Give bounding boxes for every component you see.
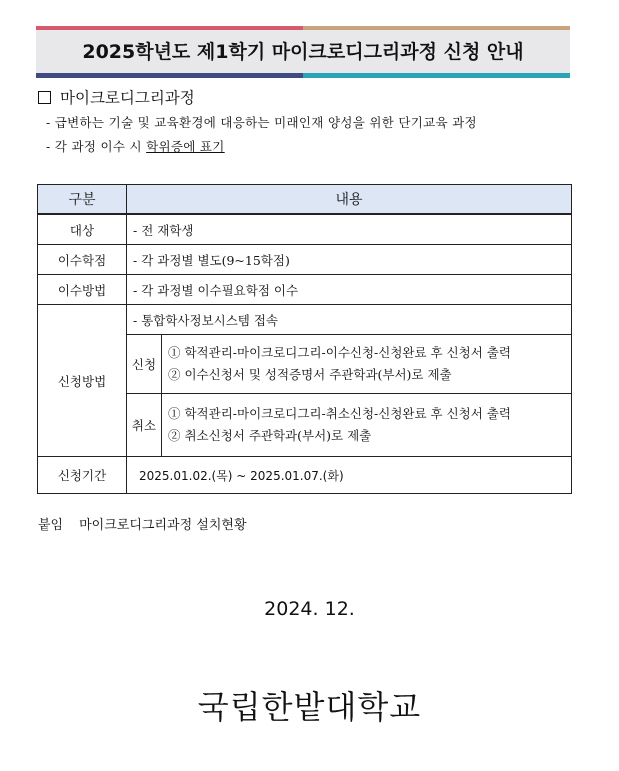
title-accent-top-left	[36, 26, 303, 30]
section-heading-text: 마이크로디그리과정	[60, 89, 195, 107]
table-row	[38, 275, 572, 305]
section-heading	[38, 86, 195, 108]
checkbox-square-icon	[38, 91, 51, 104]
table-header-row	[38, 185, 572, 215]
apply-steps	[162, 335, 572, 394]
document-title: 2025학년도 제1학기 마이크로디그리과정 신청 안내	[82, 41, 524, 63]
bullet-degree-prefix: - 각 과정 이수 시	[46, 139, 147, 154]
row-label-apply: 신청방법	[38, 305, 127, 457]
row-label-method: 이수방법	[38, 275, 127, 305]
cancel-sub-label: 취소	[127, 394, 162, 457]
apply-step-1: ① 학적관리-마이크로디그리-이수신청-신청완료 후 신청서 출력	[168, 345, 511, 360]
attachment-note	[38, 514, 247, 533]
info-table	[37, 184, 572, 494]
row-value-period: 2025.01.02.(목) ~ 2025.01.07.(화)	[127, 457, 572, 494]
table-row	[38, 305, 572, 335]
attachment-text: 마이크로디그리과정 설치현황	[79, 518, 247, 533]
row-label-target: 대상	[38, 214, 127, 245]
row-value-target: - 전 재학생	[127, 214, 572, 245]
row-value-method: - 각 과정별 이수필요학점 이수	[127, 275, 572, 305]
title-accent-bottom-left	[36, 73, 303, 78]
bullet-degree-underlined: 학위증에 표기	[146, 139, 225, 154]
apply-sub-label: 신청	[127, 335, 162, 394]
row-label-credits: 이수학점	[38, 245, 127, 275]
bullet-description: - 급변하는 기술 및 교육환경에 대응하는 미래인재 양성을 위한 단기교육 과정	[46, 115, 477, 130]
row-label-period: 신청기간	[38, 457, 127, 494]
table-row	[38, 457, 572, 494]
issuer-name: 국립한밭대학교	[197, 688, 422, 726]
cancel-step-2: ② 취소신청서 주관학과(부서)로 제출	[168, 428, 372, 443]
cancel-step-1: ① 학적관리-마이크로디그리-취소신청-신청완료 후 신청서 출력	[168, 406, 511, 421]
row-value-credits: - 각 과정별 별도(9~15학점)	[127, 245, 572, 275]
title-accent-bottom-right	[303, 73, 570, 78]
bullet-degree-note	[46, 137, 225, 155]
header-category: 구분	[38, 185, 127, 215]
header-content: 내용	[127, 185, 572, 215]
title-accent-top-right	[303, 26, 570, 30]
table-row	[38, 245, 572, 275]
document-date: 2024. 12.	[264, 598, 355, 620]
apply-step-2: ② 이수신청서 및 성적증명서 주관학과(부서)로 제출	[168, 367, 452, 382]
row-value-apply-intro: - 통합학사정보시스템 접속	[127, 305, 572, 335]
attachment-label: 붙임	[38, 518, 64, 533]
table-row	[38, 214, 572, 245]
cancel-steps	[162, 394, 572, 457]
